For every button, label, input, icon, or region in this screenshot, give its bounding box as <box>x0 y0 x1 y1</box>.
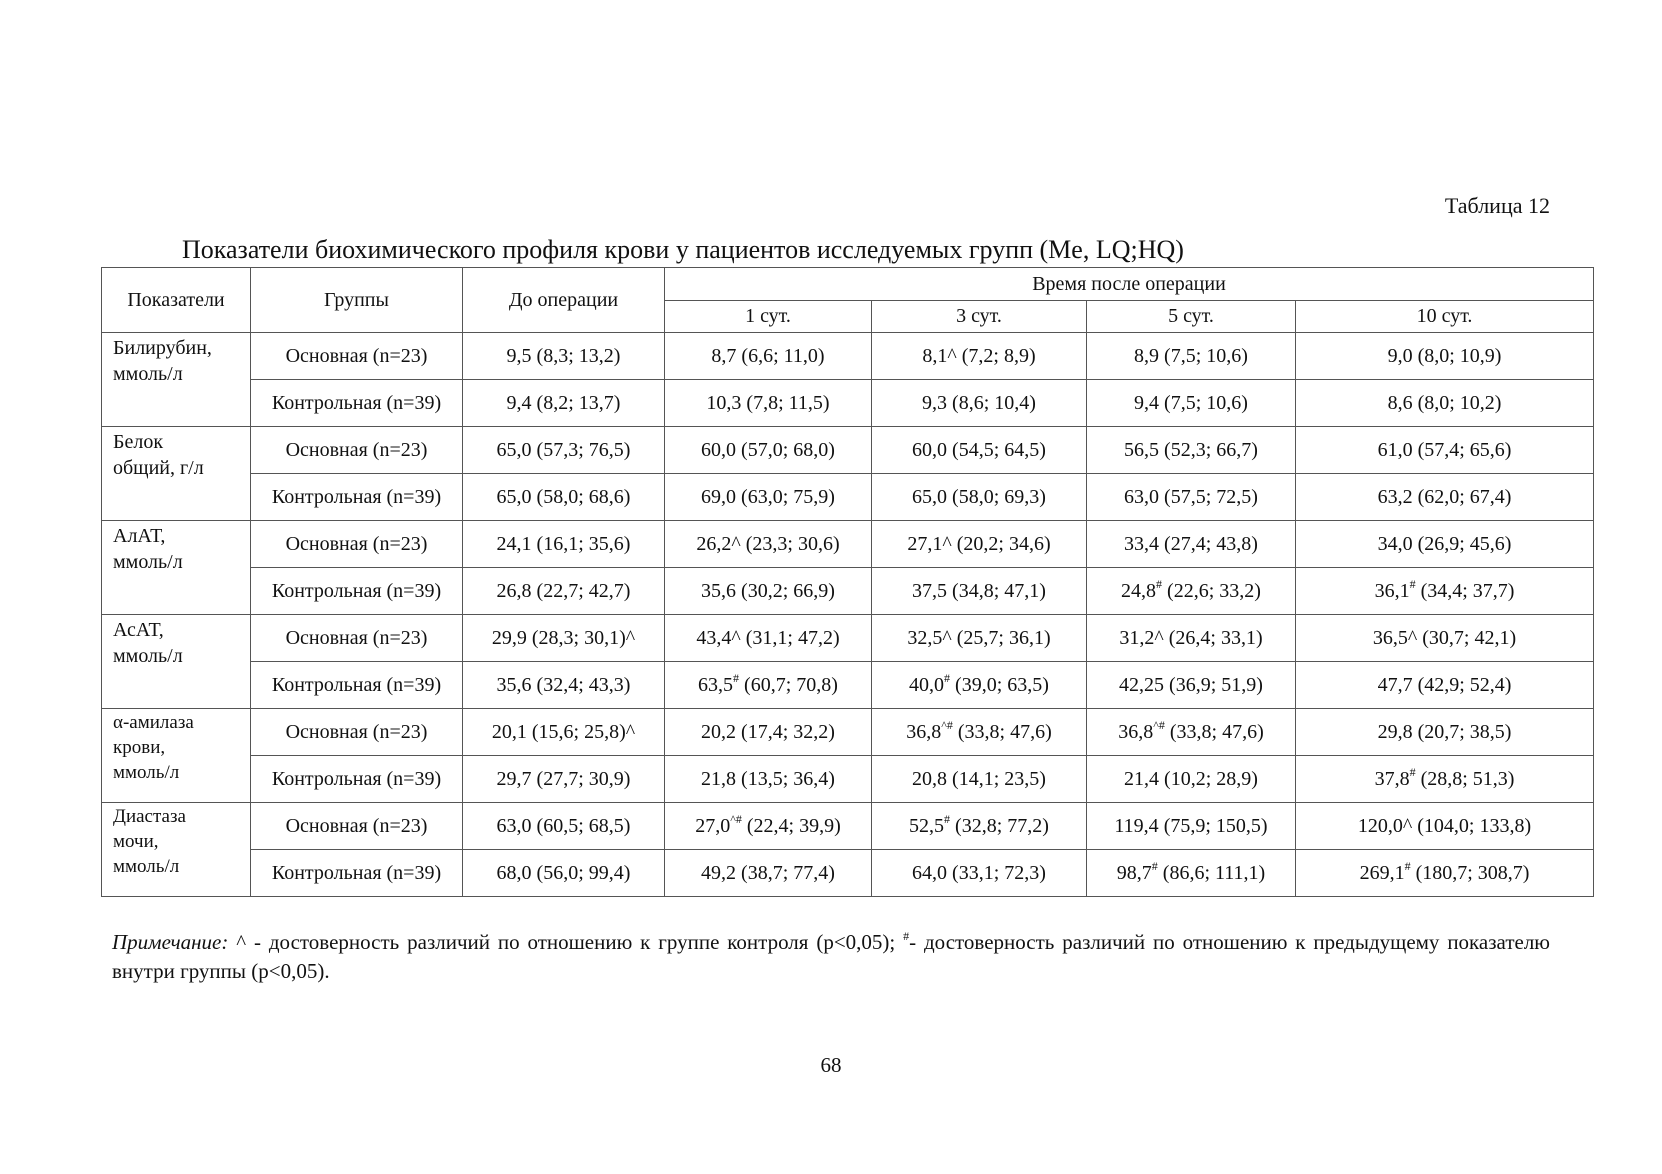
indicator-label: крови, <box>113 737 166 758</box>
value-cell <box>463 333 665 380</box>
median-value: 9,0 <box>1387 344 1413 367</box>
median-value: 8,9 <box>1134 344 1160 367</box>
value-cell <box>1296 427 1594 474</box>
value-cell <box>1087 380 1296 427</box>
quartile-range: (15,6; 25,8)^ <box>526 720 636 743</box>
header-indicators: Показатели <box>102 268 251 333</box>
value-cell <box>1087 756 1296 803</box>
quartile-range: (39,0; 63,5) <box>950 673 1049 696</box>
quartile-range: (17,4; 32,2) <box>736 720 835 743</box>
table-row <box>102 380 1594 427</box>
median-value: 42,25 <box>1119 673 1165 696</box>
value-cell <box>463 615 665 662</box>
header-day-3: 3 сут. <box>872 301 1087 333</box>
value-cell <box>463 709 665 756</box>
table-row <box>102 756 1594 803</box>
group-cell: Основная (n=23) <box>251 427 463 474</box>
significance-mark: # <box>733 670 740 685</box>
indicator-label: ммоль/л <box>113 762 180 783</box>
median-value: 33,4 <box>1124 532 1160 555</box>
significance-mark: ^# <box>1153 717 1165 732</box>
quartile-range: (54,5; 64,5) <box>947 438 1046 461</box>
value-cell <box>463 850 665 897</box>
indicator-cell <box>102 333 251 427</box>
value-cell <box>1296 380 1594 427</box>
median-value: 36,8 <box>906 720 942 743</box>
quartile-range: (34,8; 47,1) <box>947 579 1046 602</box>
note-superscript: # <box>903 929 910 943</box>
indicator-cell <box>102 803 251 897</box>
indicator-label: Белок <box>113 431 164 453</box>
median-value: 40,0 <box>909 673 945 696</box>
quartile-range: (58,0; 68,6) <box>531 485 631 508</box>
quartile-range: (60,5; 68,5) <box>531 814 631 837</box>
median-value: 47,7 <box>1377 673 1413 696</box>
group-cell: Контрольная (n=39) <box>251 850 463 897</box>
median-value: 29,9 <box>491 626 527 649</box>
value-cell <box>872 709 1087 756</box>
significance-mark: ^# <box>730 811 742 826</box>
significance-mark: # <box>944 811 951 826</box>
significance-mark: # <box>1151 858 1158 873</box>
value-cell <box>665 615 872 662</box>
value-cell <box>463 756 665 803</box>
table-row <box>102 521 1594 568</box>
quartile-range: (8,0; 10,9) <box>1412 344 1502 367</box>
quartile-range: (52,3; 66,7) <box>1159 438 1258 461</box>
value-cell <box>463 803 665 850</box>
table-note <box>112 928 1550 986</box>
median-value: 27,1^ <box>907 532 952 555</box>
quartile-range: (57,3; 76,5) <box>531 438 631 461</box>
median-value: 61,0 <box>1377 438 1413 461</box>
value-cell <box>872 662 1087 709</box>
value-cell <box>1087 803 1296 850</box>
quartile-range: (28,3; 30,1)^ <box>526 626 636 649</box>
group-cell: Контрольная (n=39) <box>251 568 463 615</box>
value-cell <box>463 427 665 474</box>
median-value: 9,5 <box>506 344 532 367</box>
table-row <box>102 709 1594 756</box>
quartile-range: (28,8; 51,3) <box>1415 767 1515 790</box>
group-cell: Основная (n=23) <box>251 521 463 568</box>
header-after-surgery: Время после операции <box>665 268 1594 301</box>
median-value: 52,5 <box>909 814 945 837</box>
quartile-range: (33,8; 47,6) <box>1164 720 1264 743</box>
value-cell <box>1087 662 1296 709</box>
value-cell <box>872 850 1087 897</box>
median-value: 29,8 <box>1377 720 1413 743</box>
quartile-range: (60,7; 70,8) <box>739 673 838 696</box>
group-cell: Контрольная (n=39) <box>251 474 463 521</box>
table-row <box>102 333 1594 380</box>
median-value: 43,4^ <box>696 626 741 649</box>
median-value: 21,8 <box>701 767 737 790</box>
median-value: 49,2 <box>701 861 737 884</box>
quartile-range: (32,8; 77,2) <box>950 814 1049 837</box>
quartile-range: (33,1; 72,3) <box>947 861 1046 884</box>
significance-mark: # <box>1404 858 1411 873</box>
quartile-range: (62,0; 67,4) <box>1412 485 1512 508</box>
quartile-range: (57,5; 72,5) <box>1159 485 1258 508</box>
quartile-range: (30,7; 42,1) <box>1417 626 1517 649</box>
significance-mark: # <box>1409 576 1416 591</box>
quartile-range: (8,0; 10,2) <box>1412 391 1502 414</box>
indicator-cell <box>102 521 251 615</box>
median-value: 65,0 <box>912 485 948 508</box>
median-value: 35,6 <box>701 579 737 602</box>
value-cell <box>1087 474 1296 521</box>
indicator-label: мочи, <box>113 831 159 852</box>
quartile-range: (7,5; 10,6) <box>1159 344 1248 367</box>
quartile-range: (14,1; 23,5) <box>947 767 1046 790</box>
quartile-range: (38,7; 77,4) <box>736 861 835 884</box>
group-cell: Основная (n=23) <box>251 709 463 756</box>
median-value: 69,0 <box>701 485 737 508</box>
significance-mark: # <box>1409 764 1416 779</box>
indicator-cell <box>102 709 251 803</box>
value-cell <box>1296 662 1594 709</box>
note-label: Примечание: <box>112 930 229 954</box>
table-row <box>102 427 1594 474</box>
value-cell <box>665 709 872 756</box>
indicator-cell <box>102 615 251 709</box>
quartile-range: (36,9; 51,9) <box>1164 673 1263 696</box>
value-cell <box>1296 521 1594 568</box>
quartile-range: (56,0; 99,4) <box>531 861 631 884</box>
value-cell <box>1087 709 1296 756</box>
indicator-label: АсАТ, <box>113 619 164 641</box>
quartile-range: (31,1; 47,2) <box>740 626 840 649</box>
quartile-range: (26,4; 33,1) <box>1163 626 1263 649</box>
median-value: 269,1 <box>1359 861 1405 884</box>
quartile-range: (86,6; 111,1) <box>1157 861 1266 884</box>
median-value: 29,7 <box>496 767 532 790</box>
median-value: 64,0 <box>912 861 948 884</box>
indicator-cell <box>102 427 251 521</box>
quartile-range: (7,2; 8,9) <box>956 344 1036 367</box>
median-value: 36,8 <box>1118 720 1154 743</box>
quartile-range: (6,6; 11,0) <box>736 344 825 367</box>
table-body <box>102 333 1594 897</box>
quartile-range: (7,8; 11,5) <box>741 391 830 414</box>
significance-mark: ^# <box>941 717 953 732</box>
median-value: 63,5 <box>698 673 734 696</box>
indicator-label: ммоль/л <box>113 645 183 667</box>
value-cell <box>1087 850 1296 897</box>
median-value: 63,2 <box>1377 485 1413 508</box>
value-cell <box>1296 333 1594 380</box>
median-value: 9,4 <box>1134 391 1160 414</box>
median-value: 24,1 <box>496 532 532 555</box>
value-cell <box>665 474 872 521</box>
value-cell <box>665 380 872 427</box>
value-cell <box>463 568 665 615</box>
value-cell <box>1296 615 1594 662</box>
median-value: 68,0 <box>496 861 532 884</box>
value-cell <box>872 521 1087 568</box>
value-cell <box>463 521 665 568</box>
median-value: 36,1 <box>1374 579 1410 602</box>
median-value: 24,8 <box>1121 579 1157 602</box>
quartile-range: (57,0; 68,0) <box>736 438 835 461</box>
median-value: 20,2 <box>701 720 737 743</box>
quartile-range: (22,6; 33,2) <box>1162 579 1261 602</box>
median-value: 119,4 <box>1114 814 1159 837</box>
indicator-label: ммоль/л <box>113 856 180 877</box>
header-before-surgery: До операции <box>463 268 665 333</box>
quartile-range: (7,5; 10,6) <box>1159 391 1248 414</box>
quartile-range: (57,4; 65,6) <box>1412 438 1512 461</box>
group-cell: Основная (n=23) <box>251 333 463 380</box>
median-value: 98,7 <box>1116 861 1152 884</box>
quartile-range: (75,9; 150,5) <box>1158 814 1268 837</box>
value-cell <box>872 756 1087 803</box>
value-cell <box>872 615 1087 662</box>
quartile-range: (8,6; 10,4) <box>947 391 1036 414</box>
group-cell: Контрольная (n=39) <box>251 756 463 803</box>
quartile-range: (8,3; 13,2) <box>531 344 621 367</box>
indicator-label: АлАТ, <box>113 525 166 547</box>
median-value: 34,0 <box>1377 532 1413 555</box>
median-value: 31,2^ <box>1119 626 1164 649</box>
value-cell <box>665 427 872 474</box>
value-cell <box>1296 709 1594 756</box>
header-day-10: 10 сут. <box>1296 301 1594 333</box>
median-value: 60,0 <box>701 438 737 461</box>
significance-mark: # <box>1156 576 1163 591</box>
median-value: 26,2^ <box>696 532 741 555</box>
value-cell <box>1087 615 1296 662</box>
value-cell <box>1296 568 1594 615</box>
value-cell <box>872 803 1087 850</box>
median-value: 36,5^ <box>1372 626 1418 649</box>
value-cell <box>665 803 872 850</box>
quartile-range: (22,4; 39,9) <box>741 814 841 837</box>
value-cell <box>665 568 872 615</box>
value-cell <box>1296 850 1594 897</box>
quartile-range: (180,7; 308,7) <box>1410 861 1530 884</box>
header-day-5: 5 сут. <box>1087 301 1296 333</box>
quartile-range: (20,2; 34,6) <box>951 532 1051 555</box>
quartile-range: (25,7; 36,1) <box>951 626 1051 649</box>
table-row <box>102 850 1594 897</box>
value-cell <box>872 474 1087 521</box>
header-day-1: 1 сут. <box>665 301 872 333</box>
value-cell <box>463 662 665 709</box>
indicator-label: Билирубин, <box>113 337 212 359</box>
page-number: 68 <box>820 1053 842 1077</box>
quartile-range: (26,9; 45,6) <box>1412 532 1512 555</box>
quartile-range: (32,4; 43,3) <box>531 673 631 696</box>
significance-mark: # <box>944 670 951 685</box>
median-value: 120,0^ <box>1357 814 1413 837</box>
median-value: 10,3 <box>706 391 742 414</box>
median-value: 20,8 <box>912 767 948 790</box>
value-cell <box>872 380 1087 427</box>
table-title: Показатели биохимического профиля крови у пациентов исследуемых групп (Me, LQ;HQ) <box>182 235 1184 264</box>
quartile-range: (10,2; 28,9) <box>1159 767 1258 790</box>
quartile-range: (16,1; 35,6) <box>531 532 631 555</box>
indicator-label: α-амилаза <box>113 712 194 733</box>
value-cell <box>665 756 872 803</box>
table-row <box>102 615 1594 662</box>
median-value: 56,5 <box>1124 438 1160 461</box>
median-value: 32,5^ <box>907 626 952 649</box>
quartile-range: (63,0; 75,9) <box>736 485 835 508</box>
quartile-range: (104,0; 133,8) <box>1412 814 1532 837</box>
median-value: 37,8 <box>1374 767 1410 790</box>
quartile-range: (20,7; 38,5) <box>1412 720 1512 743</box>
quartile-range: (27,4; 43,8) <box>1159 532 1258 555</box>
median-value: 9,4 <box>506 391 532 414</box>
value-cell <box>665 850 872 897</box>
median-value: 63,0 <box>496 814 532 837</box>
quartile-range: (30,2; 66,9) <box>736 579 835 602</box>
median-value: 37,5 <box>912 579 948 602</box>
quartile-range: (34,4; 37,7) <box>1415 579 1515 602</box>
median-value: 26,8 <box>496 579 532 602</box>
value-cell <box>463 474 665 521</box>
biochemistry-table <box>101 267 1594 897</box>
quartile-range: (13,5; 36,4) <box>736 767 835 790</box>
table-row <box>102 662 1594 709</box>
value-cell <box>665 333 872 380</box>
median-value: 8,7 <box>711 344 737 367</box>
value-cell <box>1296 756 1594 803</box>
quartile-range: (33,8; 47,6) <box>952 720 1052 743</box>
median-value: 27,0 <box>695 814 731 837</box>
value-cell <box>463 380 665 427</box>
median-value: 60,0 <box>912 438 948 461</box>
indicator-label: ммоль/л <box>113 551 183 573</box>
median-value: 65,0 <box>496 438 532 461</box>
value-cell <box>1087 427 1296 474</box>
median-value: 21,4 <box>1124 767 1160 790</box>
value-cell <box>1087 333 1296 380</box>
median-value: 35,6 <box>496 673 532 696</box>
quartile-range: (8,2; 13,7) <box>531 391 621 414</box>
median-value: 63,0 <box>1124 485 1160 508</box>
table-row <box>102 474 1594 521</box>
quartile-range: (42,9; 52,4) <box>1412 673 1512 696</box>
group-cell: Основная (n=23) <box>251 615 463 662</box>
quartile-range: (23,3; 30,6) <box>740 532 840 555</box>
quartile-range: (58,0; 69,3) <box>947 485 1046 508</box>
value-cell <box>872 333 1087 380</box>
group-cell: Контрольная (n=39) <box>251 662 463 709</box>
median-value: 8,6 <box>1387 391 1413 414</box>
value-cell <box>665 662 872 709</box>
header-groups: Группы <box>251 268 463 333</box>
note-text-2: - достоверность различий по отношению к предыдущему показателю внутри группы (p<0,05). <box>112 930 1550 983</box>
value-cell <box>1296 474 1594 521</box>
table-row <box>102 803 1594 850</box>
note-text-1: ^ - достоверность различий по отношению к группе контроля (p<0,05); <box>228 930 904 954</box>
table-row <box>102 568 1594 615</box>
quartile-range: (22,7; 42,7) <box>531 579 631 602</box>
indicator-label: ммоль/л <box>113 363 183 385</box>
group-cell: Контрольная (n=39) <box>251 380 463 427</box>
group-cell: Основная (n=23) <box>251 803 463 850</box>
value-cell <box>872 427 1087 474</box>
table-number: Таблица 12 <box>1444 193 1550 218</box>
value-cell <box>1087 568 1296 615</box>
median-value: 20,1 <box>491 720 527 743</box>
indicator-label: Диастаза <box>113 806 186 827</box>
value-cell <box>1296 803 1594 850</box>
indicator-label: общий, г/л <box>113 457 204 479</box>
median-value: 9,3 <box>922 391 948 414</box>
value-cell <box>1087 521 1296 568</box>
quartile-range: (27,7; 30,9) <box>531 767 631 790</box>
median-value: 65,0 <box>496 485 532 508</box>
value-cell <box>872 568 1087 615</box>
median-value: 8,1^ <box>922 344 957 367</box>
value-cell <box>665 521 872 568</box>
